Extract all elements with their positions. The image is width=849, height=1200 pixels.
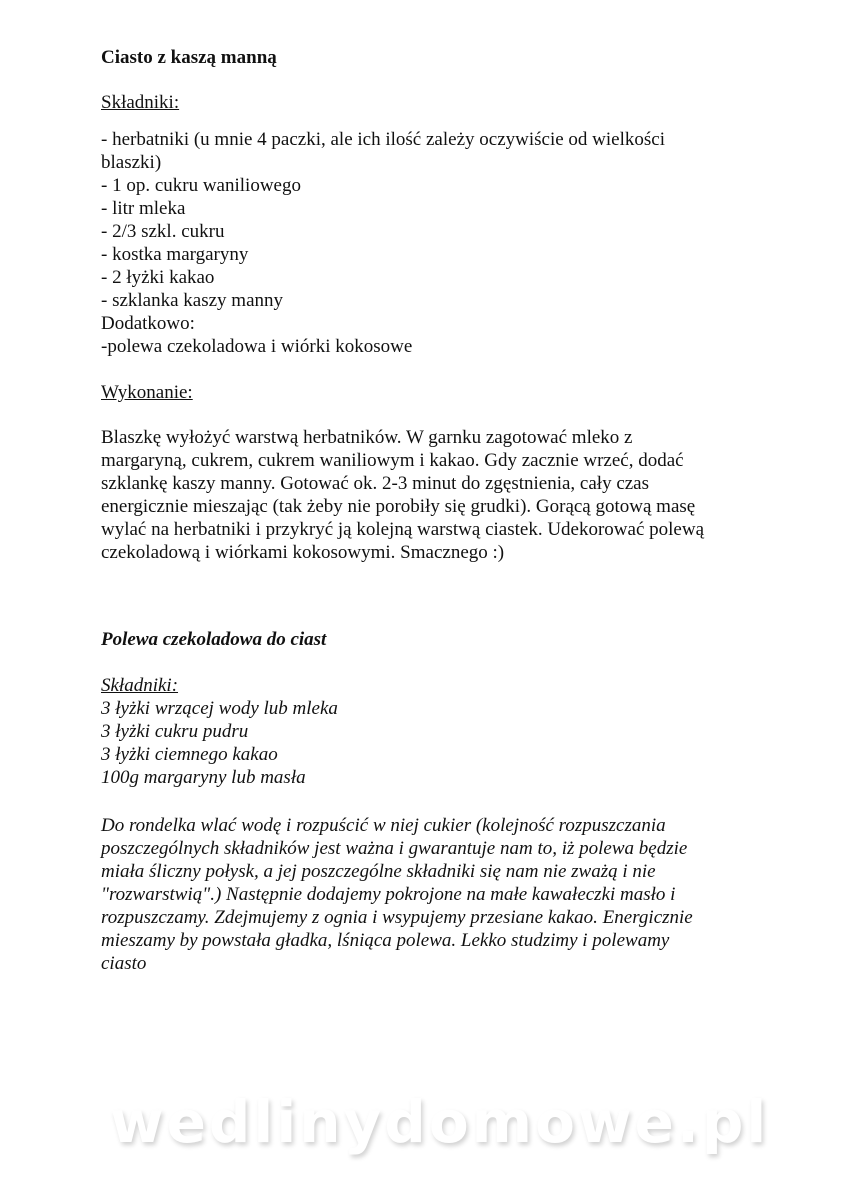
recipe-title: Polewa czekoladowa do ciast [101, 629, 327, 650]
recipe-title: Ciasto z kaszą manną [101, 47, 277, 68]
method-heading: Wykonanie: [101, 382, 193, 403]
method-line: ciasto [101, 953, 147, 974]
method-line: "rozwarstwią".) Następnie dodajemy pokrojone na małe kawałeczki masło i [101, 884, 676, 905]
document-page [101, 46, 761, 975]
method-line: wylać na herbatniki i przykryć ją kolejną warstwą ciastek. Udekorować polewą [101, 519, 705, 540]
ingredient-line: - szklanka kaszy manny [101, 290, 284, 311]
method-line: margaryną, cukrem, cukrem waniliowym i kakao. Gdy zacznie wrzeć, dodać [101, 450, 684, 471]
ingredient-line: 3 łyżki ciemnego kakao [101, 744, 278, 765]
method-line: poszczególnych składników jest ważna i gwarantuje nam to, iż polewa będzie [101, 838, 688, 859]
method-line: miała śliczny połysk, a jej poszczególne składniki się nam nie zważą i nie [101, 861, 656, 882]
ingredient-line: - herbatniki (u mnie 4 paczki, ale ich ilość zależy oczywiście od wielkości [101, 129, 665, 150]
ingredients-list [101, 128, 761, 358]
ingredient-line: blaszki) [101, 152, 162, 173]
method-line: Do rondelka wlać wodę i rozpuścić w niej cukier (kolejność rozpuszczania [101, 815, 666, 836]
method-paragraph [101, 426, 761, 564]
ingredients-list [101, 697, 761, 789]
method-line: energicznie mieszając (tak żeby nie porobiły się grudki). Gorącą gotową masę [101, 496, 696, 517]
watermark: wedlinydomowe.pl [110, 1088, 770, 1156]
ingredients-heading: Składniki: [101, 92, 180, 113]
method-line: czekoladową i wiórkami kokosowymi. Smacznego :) [101, 542, 505, 563]
ingredient-line: 100g margaryny lub masła [101, 767, 306, 788]
method-line: Blaszkę wyłożyć warstwą herbatników. W garnku zagotować mleko z [101, 427, 633, 448]
method-line: szklankę kaszy manny. Gotować ok. 2-3 minut do zgęstnienia, cały czas [101, 473, 650, 494]
ingredient-line: - 2 łyżki kakao [101, 267, 215, 288]
ingredient-line: -polewa czekoladowa i wiórki kokosowe [101, 336, 413, 357]
ingredient-line: - 2/3 szkl. cukru [101, 221, 225, 242]
method-line: mieszamy by powstała gładka, lśniąca polewa. Lekko studzimy i polewamy [101, 930, 670, 951]
ingredient-line: - 1 op. cukru waniliowego [101, 175, 301, 196]
extras-label: Dodatkowo: [101, 313, 195, 334]
ingredient-line: - litr mleka [101, 198, 186, 219]
ingredient-line: 3 łyżki cukru pudru [101, 721, 249, 742]
method-paragraph [101, 814, 761, 975]
ingredients-heading: Składniki: [101, 675, 179, 696]
method-line: rozpuszczamy. Zdejmujemy z ognia i wsypujemy przesiane kakao. Energicznie [101, 907, 693, 928]
ingredient-line: - kostka margaryny [101, 244, 249, 265]
ingredient-line: 3 łyżki wrzącej wody lub mleka [101, 698, 338, 719]
